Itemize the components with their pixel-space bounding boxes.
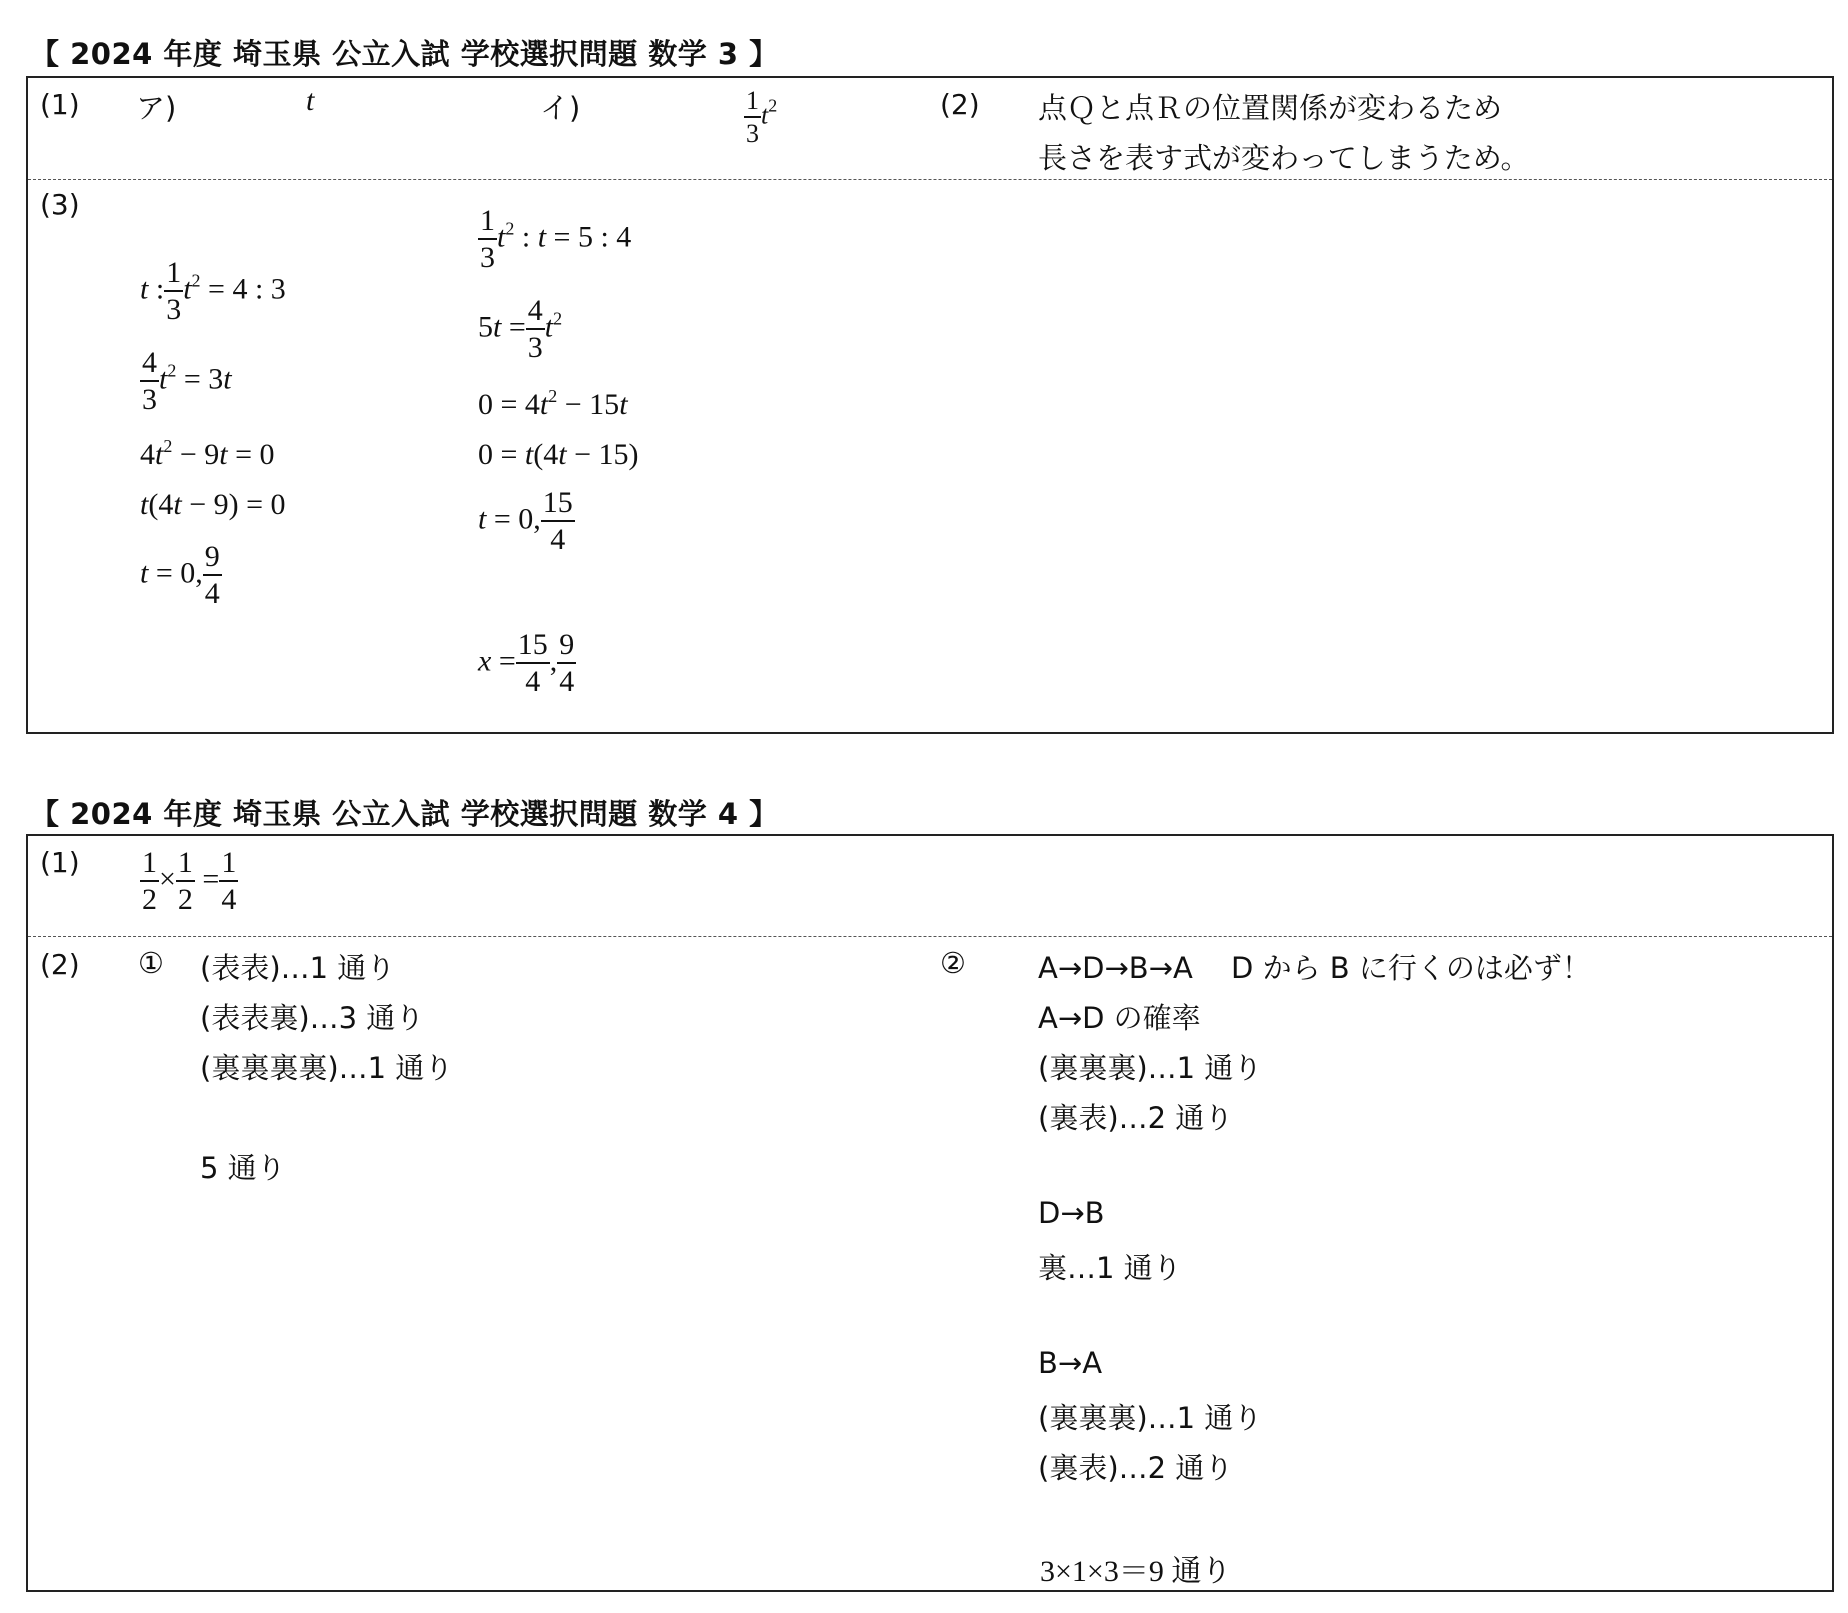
sec4-q2-label: (2)	[40, 948, 80, 981]
sec4-c2-final-answer: 3×1×3＝9 通り	[1040, 1555, 1232, 1588]
sec3-q3-left-eq3: $4t^2 - 9t = 0$	[140, 436, 275, 471]
sec4-c2-line: (裏表)…2 通り	[1038, 1101, 1234, 1135]
section-3-heading: 【 2024 年度 埼玉県 公立入試 学校選択問題 数学 3 】	[30, 37, 779, 71]
sec4-q2-c1-label: ①	[138, 946, 164, 980]
sec3-q1-i-answer: $\frac{1}{3}$ $t^2$	[746, 86, 778, 148]
sec4-c1-total: 5 通り	[200, 1151, 286, 1185]
sec4-c1-line: (裏裏裏裏)…1 通り	[200, 1051, 454, 1085]
sec3-q1-label: (1)	[40, 88, 80, 121]
sec4-q1-label: (1)	[40, 846, 80, 879]
section-4-divider	[28, 936, 1832, 937]
sec4-c1-line: (表表裏)…3 通り	[200, 1001, 425, 1035]
sec3-q3-right-eq1: $\frac{1}{3}$ $t^2$ : t = 5 : 4	[480, 204, 632, 274]
sec3-q1-a-answer: t	[306, 84, 315, 117]
sec3-q3-left-eq4: t(4t − 9) = 0	[140, 488, 286, 521]
sec3-q3-final-answer: x = $\frac{15}{4}$ , $\frac{9}{4}$	[478, 628, 575, 698]
sec4-c2-line: B→A	[1038, 1346, 1103, 1380]
sec3-q3-right-eq3: $0 = 4t^2 - 15t$	[478, 386, 628, 421]
sec3-q3-left-eq2: $\frac{4}{3}$ $t^2 = 3t$	[142, 346, 232, 416]
sec4-c1-line: (表表)…1 通り	[200, 951, 396, 985]
sec4-c2-line: (裏表)…2 通り	[1038, 1451, 1234, 1485]
sec3-q3-right-eq5: t = 0, $\frac{15}{4}$	[478, 486, 573, 556]
sec4-c2-line: A→D の確率	[1038, 1001, 1201, 1035]
sec4-c2-line: 裏…1 通り	[1038, 1251, 1182, 1285]
sec3-q1-a-label: ア)	[136, 91, 177, 125]
section-4-heading: 【 2024 年度 埼玉県 公立入試 学校選択問題 数学 4 】	[30, 797, 779, 831]
sec3-q3-left-eq1: t : $\frac{1}{3}$ $t^2 = 4$ : 3	[140, 256, 286, 326]
sec3-q3-label: (3)	[40, 188, 80, 221]
section-3-answer-box	[26, 76, 1834, 734]
sec3-q2-label: (2)	[940, 88, 980, 121]
sec4-c2-line: D→B	[1038, 1196, 1105, 1230]
sec3-q2-line1: 点Ｑと点Ｒの位置関係が変わるため	[1038, 91, 1503, 125]
sec3-q3-right-eq2: 5t = $\frac{4}{3}$ $t^2$	[478, 294, 563, 364]
sec3-q2-line2: 長さを表す式が変わってしまうため。	[1038, 141, 1530, 175]
sec4-c2-line: (裏裏裏)…1 通り	[1038, 1401, 1263, 1435]
sec4-c2-line: A→D→B→A D から B に行くのは必ず！	[1038, 951, 1591, 985]
sec3-q3-left-eq5: t = 0, $\frac{9}{4}$	[140, 540, 220, 610]
section-3-divider	[28, 179, 1832, 180]
sec4-q1-expression: $\frac{1}{2}$ × $\frac{1}{2}$ = $\frac{1}{4}$	[142, 846, 237, 916]
sec3-q3-right-eq4: 0 = t(4t − 15)	[478, 438, 639, 471]
sec4-q2-c2-label: ②	[940, 946, 966, 980]
sec3-q1-i-label: イ)	[540, 91, 581, 125]
sec4-c2-line: (裏裏裏)…1 通り	[1038, 1051, 1263, 1085]
